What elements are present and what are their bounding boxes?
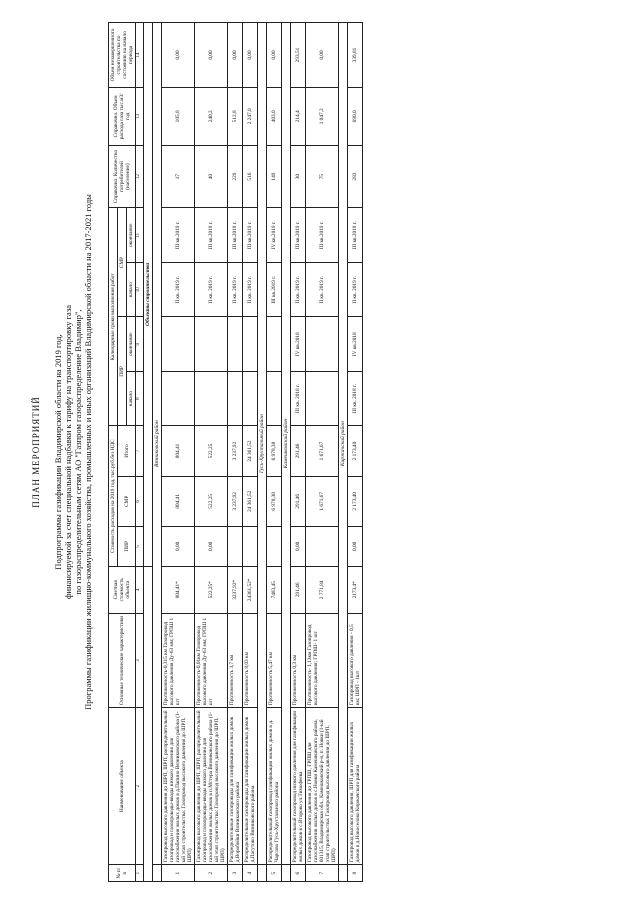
header-invest: Объем незавершенного строительства по состоянию на начало периода <box>109 23 136 88</box>
cell-smr-start: II кв. 2019 г. <box>162 263 195 317</box>
cell-pir-start <box>243 371 258 425</box>
cell-num: 6 <box>291 865 306 882</box>
cell-pir-end <box>162 317 195 371</box>
cell-pir-start <box>162 371 195 425</box>
column-number: 6 <box>136 476 144 526</box>
cell-invest: 0,00 <box>228 23 243 88</box>
header-start: начало <box>127 371 136 425</box>
cell-consumers: 17 <box>162 145 195 208</box>
column-number: 8 <box>136 371 144 425</box>
section-label: Киржачский район <box>339 23 348 865</box>
cell-consumers: 40 <box>195 145 228 208</box>
cell-pir-end <box>267 317 282 371</box>
header-chars: Основные технические характеристики <box>109 613 136 707</box>
column-number: 9 <box>136 317 144 371</box>
cell-volume: 105,8 <box>162 88 195 146</box>
cell-pir: 0,00 <box>348 526 363 566</box>
table-row <box>243 23 258 882</box>
column-numbers-row <box>136 23 144 882</box>
cell-smr-end: III кв.2019 г. <box>228 208 243 263</box>
subtitle-line: Подпрограммы газификации Владимирской области на 2019 год, <box>53 334 63 570</box>
cell-chars: Протяженность 5,47 км <box>267 613 282 707</box>
column-number: 10 <box>136 263 144 317</box>
column-number: 2 <box>136 708 144 865</box>
cell-smr: 3 237,92 <box>228 476 243 526</box>
cell-chars: Протяженность 3,7 км <box>228 613 243 707</box>
cell-pir-end <box>195 317 228 371</box>
cell-name: Распределительные газопроводы для газификации жилых домов д.Воробейки Вязниковского района <box>228 708 243 865</box>
cell-smr: 291,46 <box>291 476 306 526</box>
cell-pir-end: IV кв.2018 <box>348 317 363 371</box>
cell-consumers: 30 <box>291 145 306 208</box>
cell-volume: 403,0 <box>267 88 282 146</box>
cell-smr: 522,25 <box>195 476 228 526</box>
section-row <box>339 23 348 882</box>
header-cost: Сметная стоимость объекта <box>109 566 136 613</box>
column-number: 7 <box>136 426 144 476</box>
cell-smr-start: II кв. 2019 г. <box>348 263 363 317</box>
cell-pir-start <box>306 371 339 425</box>
cell-cost: 804,41* <box>162 566 195 613</box>
cell-smr-start: II кв. 2019 г. <box>291 263 306 317</box>
cell-cost: 291,46 <box>291 566 306 613</box>
cell-volume: 2 247,0 <box>243 88 258 146</box>
cell-cost: 24361,52* <box>243 566 258 613</box>
cell-chars: Газопровод высокого давления - 0,5 км; ШРП - 1шт <box>348 613 363 707</box>
cell-pir: 0,00 <box>162 526 195 566</box>
cell-cost: 2 771,84 <box>306 566 339 613</box>
cell-pir-start: III кв. 2018 г. <box>348 371 363 425</box>
header-start: начало <box>127 263 136 317</box>
cell-pir <box>243 526 258 566</box>
cell-smr-start: II кв. 2019 г. <box>306 263 339 317</box>
cell-pir-start: III кв. 2018 г. <box>291 371 306 425</box>
cell-consumers: 75 <box>306 145 339 208</box>
header-end: окончание <box>127 317 136 371</box>
cell-invest: 0,00 <box>267 23 282 88</box>
cell-volume: 214,4 <box>291 88 306 146</box>
cell-total: 1 671,67 <box>306 426 339 476</box>
cell-pir <box>228 526 243 566</box>
column-number: 12 <box>136 145 144 208</box>
cell-invest: 0,00 <box>195 23 228 88</box>
cell-invest: 293,51 <box>291 23 306 88</box>
cell-pir: 0,00 <box>195 526 228 566</box>
cell-name: Распределительный газопровод газификации жилых домов в д. Чарсово Гусь-Хрустального района <box>267 708 282 865</box>
column-number: 13 <box>136 88 144 146</box>
cell-smr: 2 173,40 <box>348 476 363 526</box>
cell-cost: 7483,45 <box>267 566 282 613</box>
cell-smr-end: III кв.2019 г. <box>306 208 339 263</box>
subtitle-line: по газораспределительным сетям АО "Газпром газораспределение Владимир", <box>73 309 83 595</box>
cell-pir-end <box>228 317 243 371</box>
cell-pir-start <box>195 371 228 425</box>
cell-num: 4 <box>243 865 258 882</box>
column-number: 14 <box>136 23 144 88</box>
cell-total: 2 173,40 <box>348 426 363 476</box>
cell-cost: 2173,4* <box>348 566 363 613</box>
cell-smr-start: II кв. 2019 г. <box>243 263 258 317</box>
cell-total: 6 978,38 <box>267 426 282 476</box>
cell-chars: Протяженность-0,315 км Газопровод высокого давления Ду-63 мм; ГРПШ 1 шт <box>162 613 195 707</box>
section-label: Вязниковский район <box>153 23 162 865</box>
table-row <box>306 23 339 882</box>
section-label: Гусь-Хрустальный район <box>258 23 267 865</box>
cell-name: Газопровод высокого давления до ШРП, ШРП, распределительный газопровод и газопроводы-вводы низкого давления для газоснабжения жилых домов в д.Папино Вязниковского района (1-ый этап строительства: Газопровод высокого давления до ШРП, ШРП) <box>162 708 195 865</box>
header-smr: СМР <box>118 476 136 526</box>
cell-invest: 0,00 <box>243 23 258 88</box>
cell-pir <box>306 526 339 566</box>
section-row <box>282 23 291 882</box>
cell-volume: 512,8 <box>228 88 243 146</box>
cell-total: 3 237,92 <box>228 426 243 476</box>
header-pir: ПИР <box>118 526 136 566</box>
table-row <box>348 23 363 882</box>
header-volume: Справочно. Объем расхода газа тыс.м3/год <box>109 88 136 146</box>
column-number: 3 <box>136 613 144 707</box>
table-row <box>195 23 228 882</box>
table-row <box>228 23 243 882</box>
cell-pir-start <box>228 371 243 425</box>
cell-smr-end: III кв.2019 г. <box>195 208 228 263</box>
cell-total: 291,46 <box>291 426 306 476</box>
cell-num: 1 <box>162 865 195 882</box>
cell-chars: Протяженность 0,3 км <box>291 613 306 707</box>
cell-pir-end: IV кв.2018 <box>291 317 306 371</box>
section-label: Камешковский район <box>282 23 291 865</box>
cell-smr: 6 978,38 <box>267 476 282 526</box>
cell-smr-start: III кв.2019 г. <box>267 263 282 317</box>
cell-volume: 690,0 <box>348 88 363 146</box>
column-number: 5 <box>136 526 144 566</box>
table-row <box>162 23 195 882</box>
cell-cost: 3237,92* <box>228 566 243 613</box>
header-total: Итого <box>118 426 136 476</box>
cell-invest: 0,00 <box>306 23 339 88</box>
cell-cost: 522,25* <box>195 566 228 613</box>
cell-chars: Протяженность-0,01км Газопровод высокого давления Ду-63 мм; ГРПШ 1 шт <box>195 613 228 707</box>
header-pir-schedule: ПИР <box>118 317 127 426</box>
header-name: Наименование объекта <box>109 708 136 865</box>
cell-total: 804,41 <box>162 426 195 476</box>
cell-smr: 24 361,52 <box>243 476 258 526</box>
cell-smr-end: III кв.2019 г. <box>348 208 363 263</box>
section-objects: Объекты строительства <box>144 23 153 567</box>
header-cost-group: Стоимость расходов на 2019 год, тыс.руб.без НДС <box>109 426 118 566</box>
cell-smr-end: III кв.2019 г. <box>243 208 258 263</box>
subtitle-line: Программы газификации жилищно-коммунального хозяйства, промышленных и иных организаций Владимирской области на 2017-2021 годы <box>83 194 93 710</box>
table-row <box>291 23 306 882</box>
cell-smr-end: III кв.2019 г. <box>291 208 306 263</box>
cell-num: 8 <box>348 865 363 882</box>
cell-total: 522,25 <box>195 426 228 476</box>
cell-pir-end <box>306 317 339 371</box>
section-row <box>258 23 267 882</box>
cell-chars: Протяженность- 1,13км Газопровод высокого давления; ГРПШ- 1 шт <box>306 613 339 707</box>
header-schedule-group: Календарные сроки выполнения работ <box>109 208 118 426</box>
plan-table <box>108 22 363 882</box>
table-body <box>153 23 363 882</box>
cell-smr-start: II кв. 2019 г. <box>228 263 243 317</box>
cell-consumers: 283 <box>348 145 363 208</box>
cell-invest: 339,81 <box>348 23 363 88</box>
cell-total: 24 361,52 <box>243 426 258 476</box>
cell-smr-start: II кв. 2019 г. <box>195 263 228 317</box>
rotated-landscape-sheet <box>20 12 620 892</box>
cell-name: Газопровод высокого давления до ШРП, ШРП, распределительный газопровод и газопроводы-вводы низкого давления для газоснабжения жилых домов в п.Мстера Вязниковского района (1-ый этап строительства: Газопровод высокого давления до ШРП, ШРП) <box>195 708 228 865</box>
subtitle-line: финансируемой за счет специальной надбавки к тарифу на транспортировку газа <box>63 305 73 599</box>
cell-pir-end <box>243 317 258 371</box>
cell-consumers: 516 <box>243 145 258 208</box>
cell-pir: 0,00 <box>291 526 306 566</box>
cell-name: Газопровод высокого давления до ГРПШ, ГРПШ для газоснабжения жилых домов в с.Новки Камешковского района, 601315, Владимирская обл., Камешковский р-н, п. Новки (1-ый этап строительства: Газопровод высокого давления до ШРП, ШРП) <box>306 708 339 865</box>
cell-smr: 804,41 <box>162 476 195 526</box>
header-smr-schedule: СМР <box>118 208 127 317</box>
column-number: 1 <box>136 865 144 882</box>
table-row <box>267 23 282 882</box>
cell-pir-start <box>267 371 282 425</box>
section-row <box>153 23 162 882</box>
cell-smr: 1 671,67 <box>306 476 339 526</box>
cell-num: 5 <box>267 865 282 882</box>
cell-num: 3 <box>228 865 243 882</box>
header-num: № п/п <box>109 865 136 882</box>
header-consumers: Справочно. Количество потребителей (население) <box>109 145 136 208</box>
cell-smr-end: III кв.2019 г. <box>162 208 195 263</box>
cell-num: 7 <box>306 865 339 882</box>
cell-name: Распределительный газопровод низкого давления для газификации жилых домов в с.Второво ул.Тимофеева <box>291 708 306 865</box>
cell-volume: 240,2 <box>195 88 228 146</box>
cell-invest: 0,00 <box>162 23 195 88</box>
cell-chars: Протяженность 8,03 км <box>243 613 258 707</box>
column-number: 11 <box>136 208 144 263</box>
cell-name: Распределительные газопроводы для газификации жилых домов д.Пасутово Вязниковского района <box>243 708 258 865</box>
cell-name: Газопровод высокого давления, ШРП для газификации жилых домов в д.Новоселово Киржачского района <box>348 708 363 865</box>
cell-smr-end: IV кв.2019 г. <box>267 208 282 263</box>
cell-pir <box>267 526 282 566</box>
column-number: 4 <box>136 566 144 613</box>
cell-consumers: 149 <box>267 145 282 208</box>
cell-consumers: 229 <box>228 145 243 208</box>
cell-volume: 1 047,2 <box>306 88 339 146</box>
cell-num: 2 <box>195 865 228 882</box>
header-end: окончание <box>127 208 136 263</box>
document-title: ПЛАН МЕРОПРИЯТИЙ <box>31 396 41 508</box>
